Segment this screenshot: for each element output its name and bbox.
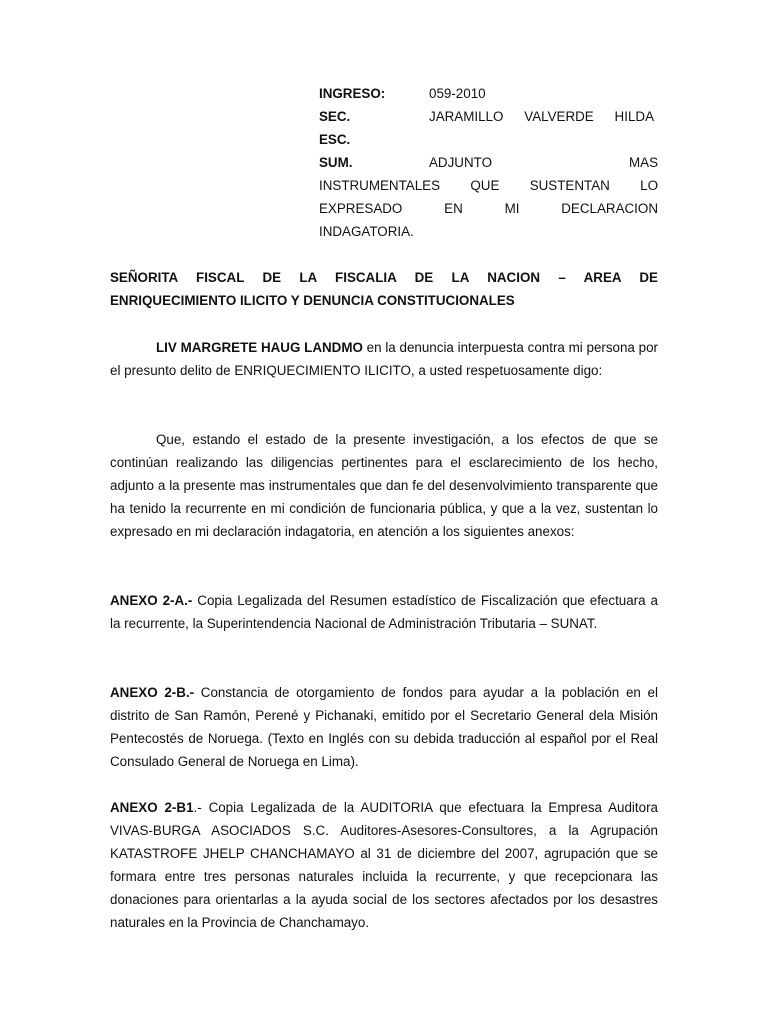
annex-2a-label: ANEXO 2-A.-	[110, 593, 193, 608]
annex-2b1-label: ANEXO 2-B1	[110, 800, 194, 815]
addressee-line2: ENRIQUECIMIENTO ILICITO Y DENUNCIA CONSTITUCIONALES	[110, 293, 515, 308]
annex-2b1-text: .- Copia Legalizada de la AUDITORIA que efectuara la Empresa Auditora VIVAS-BURGA ASOCIADOS S.C. Auditores-Asesores-Consultores, a la Agrupación KATASTROFE JHELP CHANCHAMAYO al 31 de diciembre del 2007, agrupación que se formara entre tres personas naturales incluida la recurrente, y que recepcionara las donaciones para orientarlas a la ayuda social de los sectores afectados por los desastres naturales en la Provincia de Chanchamayo.	[110, 800, 658, 930]
header-sec-row	[319, 105, 658, 128]
annex-2a	[110, 589, 658, 635]
sum-value-line1: ADJUNTO MAS	[429, 155, 658, 170]
intro-text: en la denuncia interpuesta contra mi persona por el presunto delito de ENRIQUECIMIENTO ILICITO, a usted respetuosamente digo:	[110, 340, 658, 378]
header-ingreso-row	[319, 82, 658, 105]
annex-2a-text: Copia Legalizada del Resumen estadístico de Fiscalización que efectuara a la recurrente, la Superintendencia Nacional de Administración Tributaria – SUNAT.	[110, 593, 658, 631]
sec-label: SEC.	[319, 109, 351, 124]
intro-paragraph	[110, 336, 658, 382]
header-esc-row	[319, 128, 658, 151]
sum-label: SUM.	[319, 155, 353, 170]
sum-value-line2: INSTRUMENTALES QUE SUSTENTAN LO	[319, 178, 658, 193]
annex-2b-label: ANEXO 2-B.-	[110, 685, 195, 700]
addressee	[110, 266, 658, 312]
addressee-line1: SEÑORITA FISCAL DE LA FISCALIA DE LA NACION – AREA DE	[110, 270, 658, 285]
complainant-name: LIV MARGRETE HAUG LANDMO	[156, 340, 363, 355]
sec-value: JARAMILLO VALVERDE HILDA	[429, 109, 654, 124]
ingreso-value: 059-2010	[429, 86, 486, 101]
document-header	[319, 82, 658, 243]
ingreso-label: INGRESO:	[319, 86, 386, 101]
annex-2b-text: Constancia de otorgamiento de fondos para ayudar a la población en el distrito de San Ramón, Perené y Pichanaki, emitido por el Secretario General dela Misión Pentecostés de Noruega. (Texto en Inglés con su debida traducción al español por el Real Consulado General de Noruega en Lima).	[110, 685, 658, 769]
sum-value-line3: EXPRESADO EN MI DECLARACION	[319, 201, 658, 216]
esc-label: ESC.	[319, 132, 351, 147]
body-paragraph: Que, estando el estado de la presente investigación, a los efectos de que se continúan realizando las diligencias pertinentes para el esclarecimiento de los hecho, adjunto a la presente mas instrumentales que dan fe del desenvolvimiento transparente que ha tenido la recurrente en mi condición de funcionaria pública, y que a la vez, sustentan lo expresado en mi declaración indagatoria, en atención a los siguientes anexos:	[110, 432, 658, 539]
sum-value-line4: INDAGATORIA.	[319, 224, 414, 239]
header-sum-row	[319, 151, 658, 174]
annex-2b1	[110, 796, 658, 934]
annex-2b	[110, 681, 658, 773]
